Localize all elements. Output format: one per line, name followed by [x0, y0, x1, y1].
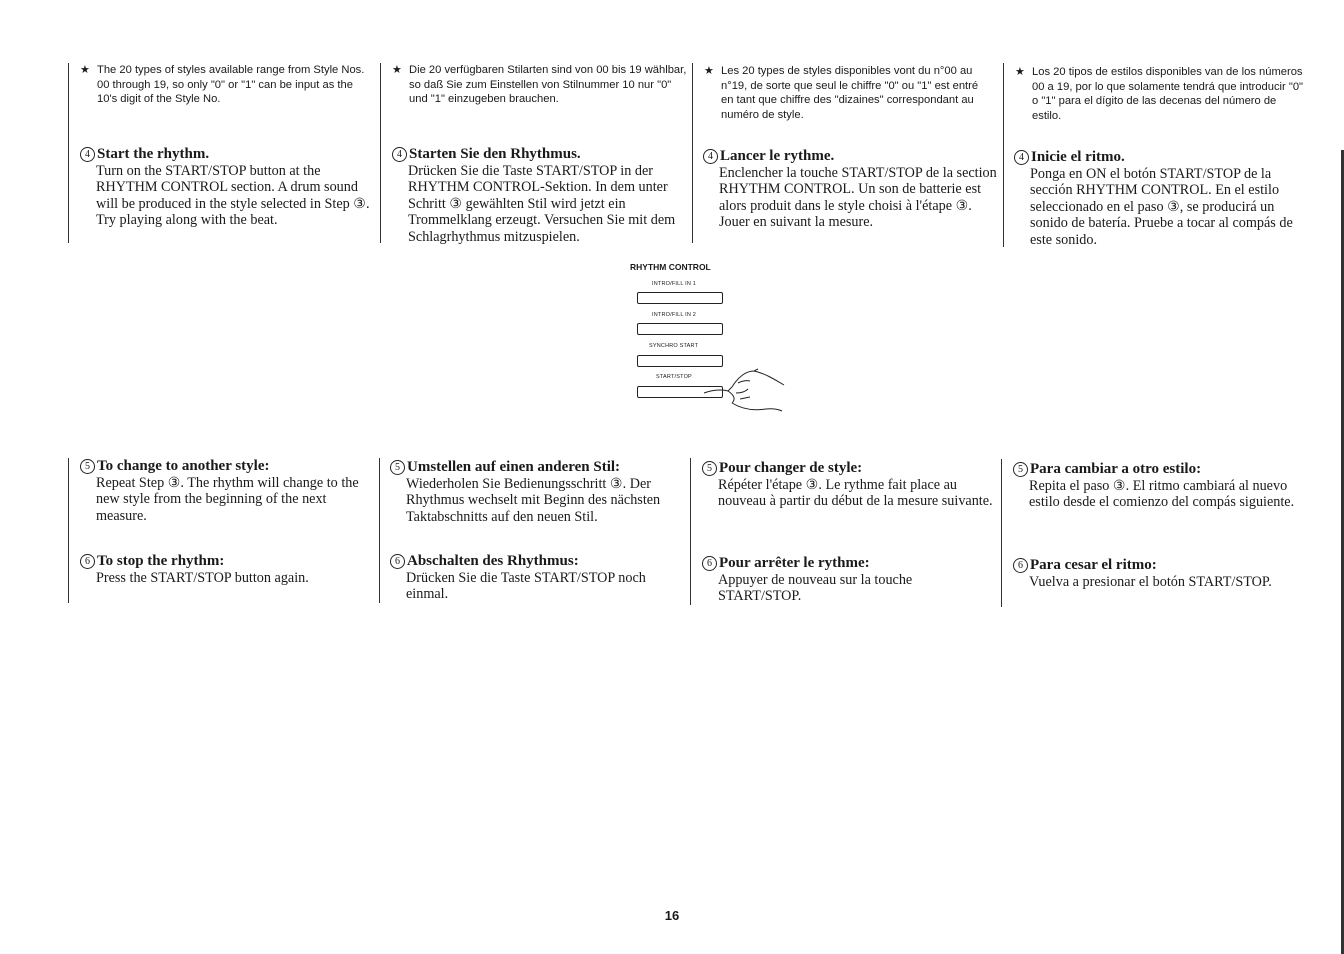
button-label-intro-fill-1: INTRO/FILL IN 1 [652, 281, 697, 287]
step5-title: 5 Pour changer de style: [702, 459, 980, 477]
step6-title: 6 To stop the rhythm: [80, 552, 358, 570]
step4-title: 4 Start the rhythm. [80, 145, 358, 163]
page-number: 16 [664, 908, 680, 923]
circle-4-icon: 4 [392, 147, 407, 162]
note-text: Les 20 types de styles disponibles vont du n°00 au n°19, de sorte que seul le chiffre "0" ou "1" est entré en tant que chiffre des "dizaines" correspondant au numéro de style. [721, 65, 979, 121]
intro-fill-in-2-button[interactable] [637, 323, 723, 335]
rhythm-control-panel [620, 260, 800, 420]
intro-fill-in-1-button[interactable] [637, 292, 723, 304]
step4-title: 4 Lancer le rythme. [703, 147, 981, 165]
pressing-hand-icon [702, 363, 802, 423]
step6-title: 6 Abschalten des Rhythmus: [390, 552, 668, 570]
step4-body: Turn on the START/STOP button at the RHYTHM CONTROL section. A drum sound will be produced in the style selected in Step ③. Try playing along with the beat. [96, 163, 370, 229]
column-spanish-lower [1001, 459, 1002, 607]
step5-spanish [1018, 460, 1307, 511]
step5-title: 5 Para cambiar a otro estilo: [1013, 460, 1291, 478]
circle-5-icon: 5 [702, 461, 717, 476]
note-text: Die 20 verfügbaren Stilarten sind von 00 bis 19 wählbar, so daß Sie zum Einstellen von Stilnummer 10 nur "0" und "1" einzugeben brauchen. [409, 64, 687, 106]
note-german [392, 63, 689, 107]
step4-title: 4 Inicie el ritmo. [1014, 148, 1294, 166]
circle-4-icon: 4 [80, 147, 95, 162]
star-icon: ★ [704, 65, 714, 77]
step6-title: 6 Para cesar el ritmo: [1013, 556, 1291, 574]
step5-french [707, 459, 996, 510]
column-french-lower [690, 458, 691, 605]
circle-5-icon: 5 [390, 460, 405, 475]
step6-body: Drücken Sie die Taste START/STOP noch einmal. [406, 570, 646, 603]
column-english [68, 63, 69, 243]
star-icon: ★ [80, 64, 90, 76]
step6-german [395, 552, 684, 603]
step5-body: Répéter l'étape ③. Le rythme fait place au nouveau à partir du début de la mesure suivante. [718, 477, 993, 510]
column-german-lower [379, 458, 380, 603]
step6-spanish [1018, 556, 1307, 590]
step5-title: 5 To change to another style: [80, 457, 358, 475]
step5-body: Repeat Step ③. The rhythm will change to the new style from the beginning of the next measure. [96, 475, 359, 524]
column-french [692, 63, 693, 243]
note-french [704, 64, 993, 122]
step5-german [395, 458, 686, 525]
step4-french [708, 147, 997, 231]
note-text: Los 20 tipos de estilos disponibles van de los números 00 a 19, por lo que solamente tendrá que introducir "0" o "1" para el dígito de las decenas del número de estilo. [1032, 66, 1304, 122]
step5-title: 5 Umstellen auf einen anderen Stil: [390, 458, 670, 476]
circle-4-icon: 4 [703, 149, 718, 164]
step6-body: Vuelva a presionar el botón START/STOP. [1029, 574, 1272, 590]
star-icon: ★ [1015, 66, 1025, 78]
step4-spanish [1019, 148, 1310, 248]
button-label-synchro-start: SYNCHRO START [649, 343, 699, 349]
circle-5-icon: 5 [1013, 462, 1028, 477]
circle-6-icon: 6 [1013, 558, 1028, 573]
step6-title: 6 Pour arrêter le rythme: [702, 554, 980, 572]
step6-french [707, 554, 996, 605]
column-german [380, 63, 381, 243]
panel-title: RHYTHM CONTROL [630, 262, 711, 272]
step5-english [85, 457, 374, 524]
step6-body: Appuyer de nouveau sur la touche START/STOP. [718, 572, 913, 605]
step4-german [397, 145, 686, 245]
circle-6-icon: 6 [390, 554, 405, 569]
step4-english [85, 145, 374, 229]
note-english [80, 63, 375, 107]
step4-body: Ponga en ON el botón START/STOP de la sección RHYTHM CONTROL. En el estilo seleccionado en el paso ③, se producirá un sonido de batería. Pruebe a tocar al compás de este sonido. [1030, 166, 1293, 248]
circle-5-icon: 5 [80, 459, 95, 474]
step6-body: Press the START/STOP button again. [96, 570, 309, 586]
circle-4-icon: 4 [1014, 150, 1029, 165]
circle-6-icon: 6 [702, 556, 717, 571]
button-label-intro-fill-2: INTRO/FILL IN 2 [652, 312, 697, 318]
step5-body: Repita el paso ③. El ritmo cambiará al nuevo estilo desde el comienzo del compás siguiente. [1029, 478, 1295, 511]
column-spanish [1003, 63, 1004, 247]
star-icon: ★ [392, 64, 402, 76]
note-text: The 20 types of styles available range from Style Nos. 00 through 19, so only "0" or "1" can be input as the 10's digit of the Style No. [97, 64, 365, 106]
button-label-start-stop: START/STOP [656, 374, 692, 380]
step4-title: 4 Starten Sie den Rhythmus. [392, 145, 670, 163]
note-spanish [1015, 65, 1304, 123]
circle-6-icon: 6 [80, 554, 95, 569]
step4-body: Drücken Sie die Taste START/STOP in der RHYTHM CONTROL-Sektion. In dem unter Schritt ③ gewählten Stil wird jetzt ein Trommelklang erzeugt. Versuchen Sie mit dem Schlagrhythmus mitzuspielen. [408, 163, 676, 245]
column-english-lower [68, 458, 69, 603]
step4-body: Enclencher la touche START/STOP de la section RHYTHM CONTROL. Un son de batterie est alors produit dans le style choisi à l'étape ③. Jouer en suivant la mesure. [719, 165, 997, 231]
step5-body: Wiederholen Sie Bedienungsschritt ③. Der Rhythmus wechselt mit Beginn des nächsten Taktabschnitts auf den neuen Stil. [406, 476, 661, 525]
step6-english [85, 552, 374, 586]
